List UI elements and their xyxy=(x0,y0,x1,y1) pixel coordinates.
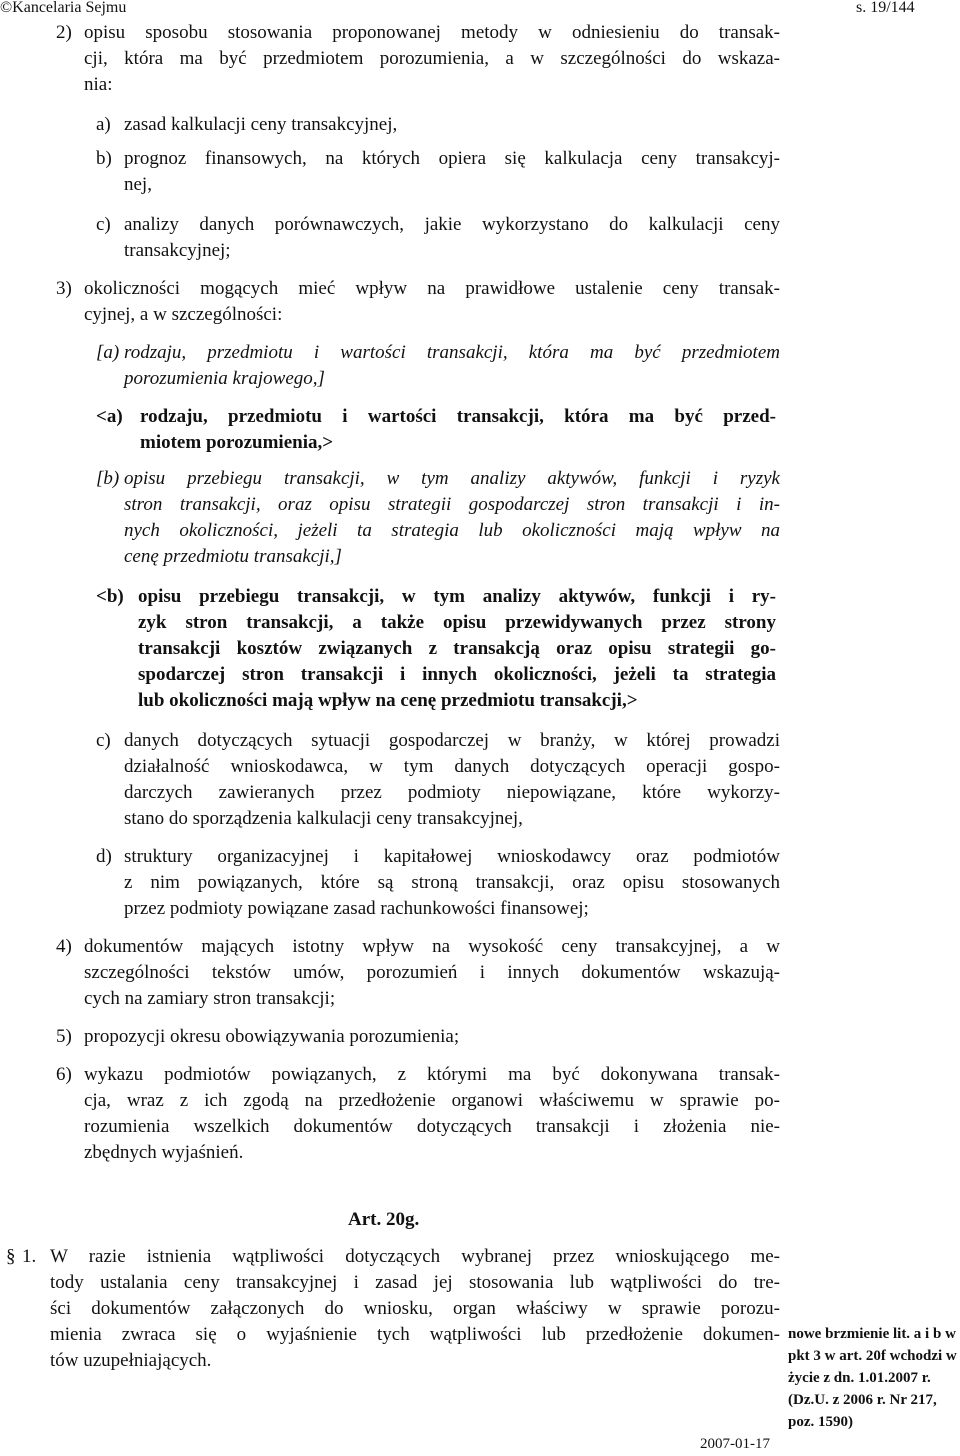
text-line: rozumienia wszelkich dokumentów dotyczących transakcji i złożenia nie- xyxy=(84,1116,780,1137)
text-line: wykazu podmiotów powiązanych, z którymi ma być dokonywana transak- xyxy=(84,1064,780,1085)
text-line: rodzaju, przedmiotu i wartości transakcji, która ma być przedmiotem xyxy=(124,342,780,363)
item-label: c) xyxy=(96,730,111,751)
text-line: nej, xyxy=(124,174,152,195)
text-line: ści dokumentów załączonych do wniosku, organ właściwy w sprawie porozu- xyxy=(50,1298,780,1319)
text-line: nia: xyxy=(84,74,113,95)
text-line: cji, która ma być przedmiotem porozumienia, a w szczególności do wskaza- xyxy=(84,48,780,69)
text-line: zbędnych wyjaśnień. xyxy=(84,1142,244,1163)
text-line: rodzaju, przedmiotu i wartości transakcji, która ma być przed- xyxy=(140,406,776,427)
item-label: <a) xyxy=(96,406,123,427)
text-line: cyjnej, a w szczególności: xyxy=(84,304,283,325)
text-line: lub okoliczności mają wpływ na cenę przedmiotu transakcji,> xyxy=(138,690,638,711)
item-label: 6) xyxy=(56,1064,72,1085)
text-line: z nim powiązanych, które są stroną transakcji, oraz opisu stosowanych xyxy=(124,872,780,893)
item-label: 2) xyxy=(56,22,72,43)
text-line: transakcji kosztów związanych z transakcją oraz opisu strategii go- xyxy=(138,638,776,659)
item-label: <b) xyxy=(96,586,124,607)
text-line: opisu sposobu stosowania proponowanej metody w odniesieniu do transak- xyxy=(84,22,780,43)
text-line: miotem porozumienia,> xyxy=(140,432,334,453)
text-line: danych dotyczących sytuacji gospodarczej w branży, w której prowadzi xyxy=(124,730,780,751)
text-line: darczych zawieranych przez podmioty niepowiązane, które wykorzy- xyxy=(124,782,780,803)
page-number: s. 19/144 xyxy=(856,0,915,16)
text-line: W razie istnienia wątpliwości dotyczących wybranej przez wnioskującego me- xyxy=(50,1246,780,1267)
text-line: zasad kalkulacji ceny transakcyjnej, xyxy=(124,114,398,135)
side-note: nowe brzmienie lit. a i b w pkt 3 w art. 20f wchodzi w życie z dn. 1.01.2007 r. (Dz.U. z 2006 r. Nr 217, poz. 1590) xyxy=(788,1326,957,1430)
text-line: spodarczej stron transakcji i innych okoliczności, jeżeli ta strategia xyxy=(138,664,776,685)
item-label: [a) xyxy=(96,342,120,363)
text-line: cych na zamiary stron transakcji; xyxy=(84,988,336,1009)
text-line: stano do sporządzenia kalkulacji ceny transakcyjnej, xyxy=(124,808,523,829)
item-label: 5) xyxy=(56,1026,72,1047)
text-line: struktury organizacyjnej i kapitałowej wnioskodawcy oraz podmiotów xyxy=(124,846,780,867)
item-label: 1. xyxy=(22,1246,37,1267)
text-line: szczególności tekstów umów, porozumień i innych dokumentów wskazują- xyxy=(84,962,780,983)
text-line: stron transakcji, oraz opisu strategii gospodarczej stron transakcji i in- xyxy=(124,494,780,515)
text-line: porozumienia krajowego,] xyxy=(124,368,325,389)
item-label: 3) xyxy=(56,278,72,299)
text-line: dokumentów mających istotny wpływ na wysokość ceny transakcyjnej, a w xyxy=(84,936,780,957)
text-line: nych okoliczności, jeżeli ta strategia lub okoliczności mają wpływ na xyxy=(124,520,780,541)
article-title: Art. 20g. xyxy=(348,1209,420,1230)
text-line: cja, wraz z ich zgodą na przedłożenie organowi właściwemu w sprawie po- xyxy=(84,1090,780,1111)
text-line: transakcyjnej; xyxy=(124,240,231,261)
item-label: b) xyxy=(96,148,112,169)
header-left: ©Kancelaria Sejmu xyxy=(0,0,127,16)
item-label: d) xyxy=(96,846,112,867)
section-sign: § xyxy=(6,1246,16,1267)
text-line: prognoz finansowych, na których opiera się kalkulacja ceny transakcyj- xyxy=(124,148,780,169)
text-line: opisu przebiegu transakcji, w tym analizy aktywów, funkcji i ry- xyxy=(138,586,776,607)
footer-date: 2007-01-17 xyxy=(700,1436,770,1452)
item-label: 4) xyxy=(56,936,72,957)
item-label: a) xyxy=(96,114,111,135)
text-line: okoliczności mogących mieć wpływ na prawidłowe ustalenie ceny transak- xyxy=(84,278,780,299)
text-line: tów uzupełniających. xyxy=(50,1350,212,1371)
item-label: c) xyxy=(96,214,111,235)
text-line: przez podmioty powiązane zasad rachunkowości finansowej; xyxy=(124,898,589,919)
text-line: cenę przedmiotu transakcji,] xyxy=(124,546,342,567)
text-line: działalność wnioskodawca, w tym danych dotyczących operacji gospo- xyxy=(124,756,780,777)
item-label: [b) xyxy=(96,468,120,489)
text-line: analizy danych porównawczych, jakie wykorzystano do kalkulacji ceny xyxy=(124,214,780,235)
text-line: mienia zwraca się o wyjaśnienie tych wątpliwości lub przedłożenie dokumen- xyxy=(50,1324,780,1345)
text-line: tody ustalania ceny transakcyjnej i zasad jej stosowania lub wątpliwości do tre- xyxy=(50,1272,780,1293)
text-line: propozycji okresu obowiązywania porozumienia; xyxy=(84,1026,460,1047)
text-line: zyk stron transakcji, a także opisu przewidywanych przez strony xyxy=(138,612,776,633)
text-line: opisu przebiegu transakcji, w tym analizy aktywów, funkcji i ryzyk xyxy=(124,468,780,489)
